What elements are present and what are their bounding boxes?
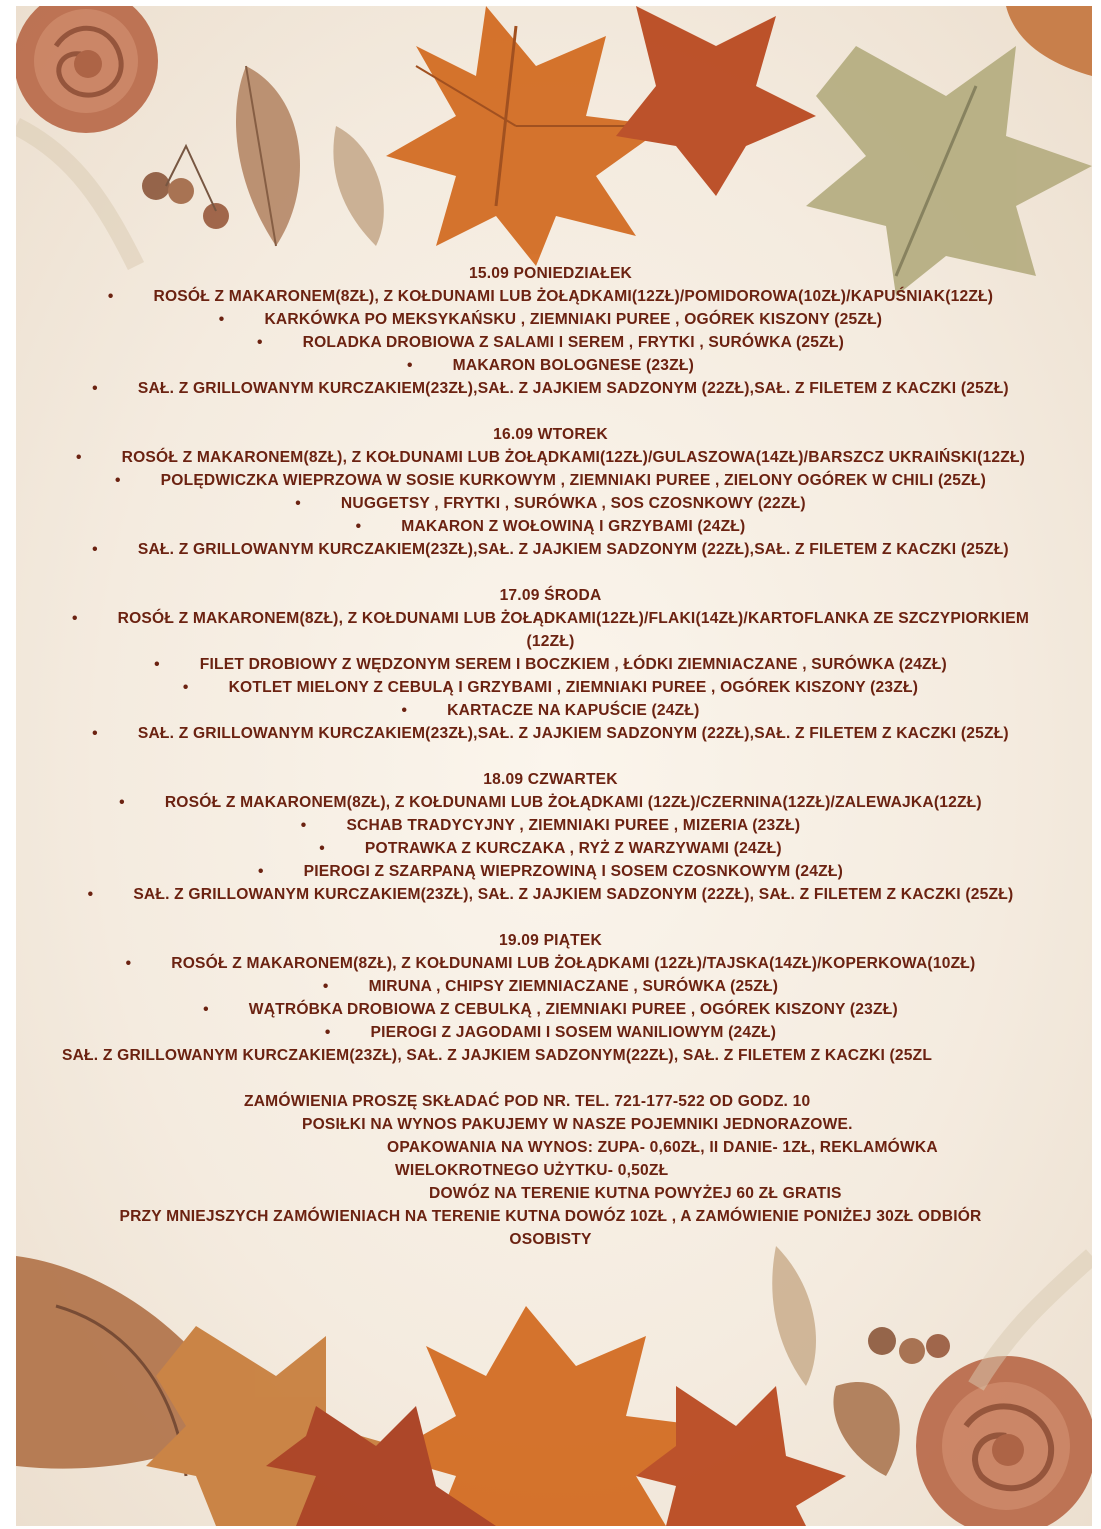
day-heading: 16.09 WTOREK [493,426,608,443]
menu-item: •ROSÓŁ Z MAKARONEM(8ZŁ), Z KOŁDUNAMI LUB ŻOŁĄDKAMI(12ZŁ)/FLAKI(14ZŁ)/KARTOFLANKA ZE SZCZYPIORKIEM [0,607,1101,630]
menu-item: •POTRAWKA Z KURCZAKA , RYŻ Z WARZYWAMI (24ZŁ) [0,837,1101,860]
day-heading: 15.09 PONIEDZIAŁEK [468,265,633,282]
menu-item: •PIEROGI Z JAGODAMI I SOSEM WANILIOWYM (24ZŁ) [0,1021,1101,1044]
small-orders-info-continued: OSOBISTY [509,1231,592,1248]
menu-item: SAŁ. Z GRILLOWANYM KURCZAKIEM(23ZŁ), SAŁ. Z JAJKIEM SADZONYM(22ZŁ), SAŁ. Z FILETEM Z KACZKI (25ZL [62,1047,933,1064]
menu-item: •NUGGETSY , FRYTKI , SURÓWKA , SOS CZOSNKOWY (22ZŁ) [0,492,1101,515]
menu-item: •SAŁ. Z GRILLOWANYM KURCZAKIEM(23ZŁ), SAŁ. Z JAJKIEM SADZONYM (22ZŁ), SAŁ. Z FILETEM Z KACZKI (25ZŁ) [0,883,1101,906]
weekly-menu [0,262,1101,1251]
day-heading: 17.09 ŚRODA [499,587,602,604]
menu-item-continued: (12ZŁ) [526,633,575,650]
menu-item: •KARKÓWKA PO MEKSYKAŃSKU , ZIEMNIAKI PUREE , OGÓREK KISZONY (25ZŁ) [0,308,1101,331]
day-section [0,262,1101,400]
packaging-prices: OPAKOWANIA NA WYNOS: ZUPA- 0,60ZŁ, II DANIE- 1ZŁ, REKLAMÓWKA [387,1139,938,1156]
menu-item: •FILET DROBIOWY Z WĘDZONYM SEREM I BOCZKIEM , ŁÓDKI ZIEMNIACZANE , SURÓWKA (24ZŁ) [0,653,1101,676]
menu-item: •SCHAB TRADYCYJNY , ZIEMNIAKI PUREE , MIZERIA (23ZŁ) [0,814,1101,837]
menu-item: •MAKARON BOLOGNESE (23ZŁ) [0,354,1101,377]
menu-item: •ROLADKA DROBIOWA Z SALAMI I SEREM , FRYTKI , SURÓWKA (25ZŁ) [0,331,1101,354]
menu-item: •ROSÓŁ Z MAKARONEM(8ZŁ), Z KOŁDUNAMI LUB ŻOŁĄDKAMI(12ZŁ)/POMIDOROWA(10ZŁ)/KAPUŚNIAK(12ZŁ) [0,285,1101,308]
menu-item: •SAŁ. Z GRILLOWANYM KURCZAKIEM(23ZŁ),SAŁ. Z JAJKIEM SADZONYM (22ZŁ),SAŁ. Z FILETEM Z KACZKI (25ZŁ) [0,722,1101,745]
order-phone-line: ZAMÓWIENIA PROSZĘ SKŁADAĆ POD NR. TEL. 721-177-522 OD GODZ. 10 [244,1093,811,1110]
menu-item: •WĄTRÓBKA DROBIOWA Z CEBULKĄ , ZIEMNIAKI PUREE , OGÓREK KISZONY (23ZŁ) [0,998,1101,1021]
menu-item: •KARTACZE NA KAPUŚCIE (24ZŁ) [0,699,1101,722]
delivery-info: DOWÓZ NA TERENIE KUTNA POWYŻEJ 60 ZŁ GRATIS [429,1185,842,1202]
packing-info: POSIŁKI NA WYNOS PAKUJEMY W NASZE POJEMNIKI JEDNORAZOWE. [302,1116,853,1133]
menu-item: •MAKARON Z WOŁOWINĄ I GRZYBAMI (24ZŁ) [0,515,1101,538]
menu-item: •ROSÓŁ Z MAKARONEM(8ZŁ), Z KOŁDUNAMI LUB ŻOŁĄDKAMI (12ZŁ)/CZERNINA(12ZŁ)/ZALEWAJKA(12ZŁ) [0,791,1101,814]
day-section [0,768,1101,906]
day-section [0,929,1101,1067]
day-section [0,584,1101,745]
day-heading: 19.09 PIĄTEK [499,932,602,949]
day-section [0,423,1101,561]
packaging-prices-continued: WIELOKROTNEGO UŻYTKU- 0,50ZŁ [395,1162,669,1179]
menu-item: •SAŁ. Z GRILLOWANYM KURCZAKIEM(23ZŁ),SAŁ. Z JAJKIEM SADZONYM (22ZŁ),SAŁ. Z FILETEM Z KACZKI (25ZŁ) [0,538,1101,561]
menu-item: •MIRUNA , CHIPSY ZIEMNIACZANE , SURÓWKA (25ZŁ) [0,975,1101,998]
menu-item: •PIEROGI Z SZARPANĄ WIEPRZOWINĄ I SOSEM CZOSNKOWYM (24ZŁ) [0,860,1101,883]
menu-item: •SAŁ. Z GRILLOWANYM KURCZAKIEM(23ZŁ),SAŁ. Z JAJKIEM SADZONYM (22ZŁ),SAŁ. Z FILETEM Z KACZKI (25ZŁ) [0,377,1101,400]
menu-item: •POLĘDWICZKA WIEPRZOWA W SOSIE KURKOWYM , ZIEMNIAKI PUREE , ZIELONY OGÓREK W CHILI (25ZŁ) [0,469,1101,492]
small-orders-info: PRZY MNIEJSZYCH ZAMÓWIENIACH NA TERENIE KUTNA DOWÓZ 10ZŁ , A ZAMÓWIENIE PONIŻEJ 30ZŁ ODBIÓR [119,1208,982,1225]
menu-item: •ROSÓŁ Z MAKARONEM(8ZŁ), Z KOŁDUNAMI LUB ŻOŁĄDKAMI(12ZŁ)/GULASZOWA(14ZŁ)/BARSZCZ UKRAIŃSKI(12ZŁ) [0,446,1101,469]
day-heading: 18.09 CZWARTEK [483,771,618,788]
menu-item: •ROSÓŁ Z MAKARONEM(8ZŁ), Z KOŁDUNAMI LUB ŻOŁĄDKAMI (12ZŁ)/TAJSKA(14ZŁ)/KOPERKOWA(10ZŁ) [0,952,1101,975]
order-info [0,1090,1101,1251]
menu-item: •KOTLET MIELONY Z CEBULĄ I GRZYBAMI , ZIEMNIAKI PUREE , OGÓREK KISZONY (23ZŁ) [0,676,1101,699]
